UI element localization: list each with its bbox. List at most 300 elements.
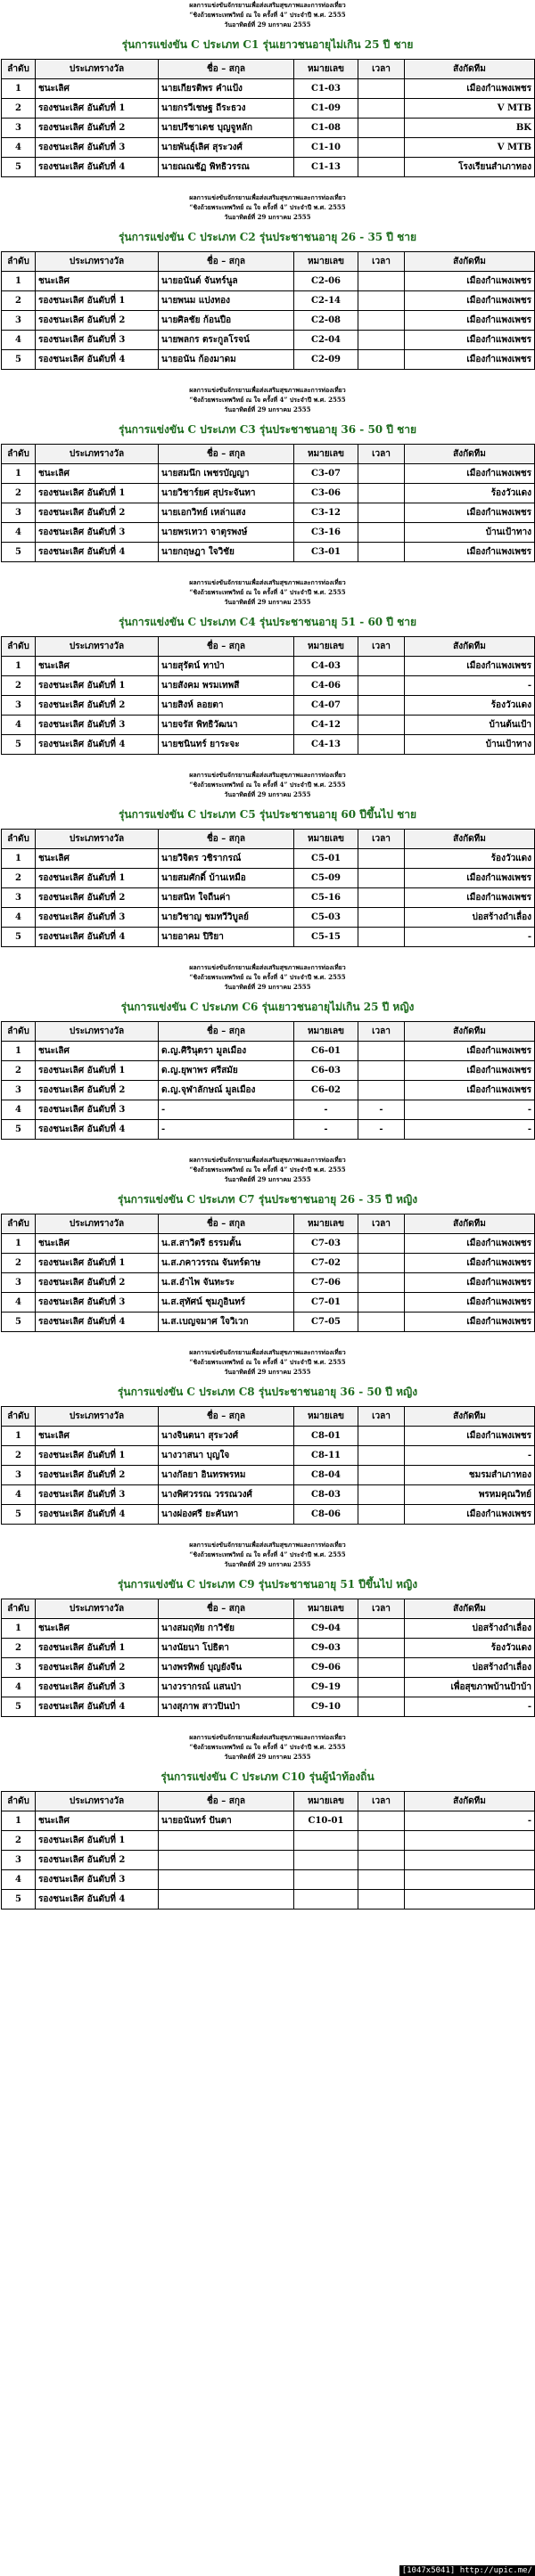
table-cell: รองชนะเลิศ อันดับที่ 4 bbox=[36, 158, 159, 177]
section-header3: วันอาทิตย์ที่ 29 มกราคม 2555 bbox=[224, 20, 311, 29]
table-cell bbox=[358, 657, 405, 676]
table-cell bbox=[358, 484, 405, 503]
table-cell bbox=[358, 1870, 405, 1890]
table-row bbox=[2, 79, 535, 99]
table-cell: รองชนะเลิศ อันดับที่ 2 bbox=[36, 1466, 159, 1485]
column-header: เวลา bbox=[358, 1407, 405, 1427]
column-header: เวลา bbox=[358, 1214, 405, 1234]
table-cell: นายกฤษฎา ใจวิชัย bbox=[159, 543, 294, 562]
table-cell: นางผ่องศรี ยะคันทา bbox=[159, 1505, 294, 1525]
table-cell: C7-02 bbox=[294, 1254, 358, 1273]
result-section bbox=[0, 0, 535, 177]
table-cell: 1 bbox=[2, 1619, 36, 1639]
table-cell bbox=[358, 311, 405, 331]
column-header: ลำดับ bbox=[2, 1792, 36, 1811]
table-cell: รองชนะเลิศ อันดับที่ 2 bbox=[36, 1658, 159, 1678]
column-header: ประเภทรางวัล bbox=[36, 1599, 159, 1619]
table-cell: รองชนะเลิศ อันดับที่ 2 bbox=[36, 696, 159, 716]
table-cell: รองชนะเลิศ อันดับที่ 4 bbox=[36, 928, 159, 947]
table-cell: ชนะเลิศ bbox=[36, 79, 159, 99]
section-header3: วันอาทิตย์ที่ 29 มกราคม 2555 bbox=[224, 1175, 311, 1183]
column-header: เวลา bbox=[358, 1792, 405, 1811]
table-cell: บ่อสร้างถำเลื่อง bbox=[405, 1658, 535, 1678]
table-cell bbox=[159, 1831, 294, 1851]
table-cell: ชนะเลิศ bbox=[36, 1619, 159, 1639]
table-cell: - bbox=[405, 1446, 535, 1466]
table-cell bbox=[405, 1890, 535, 1910]
table-row bbox=[2, 503, 535, 523]
table-row bbox=[2, 484, 535, 503]
column-header: ลำดับ bbox=[2, 1214, 36, 1234]
table-cell: รองชนะเลิศ อันดับที่ 4 bbox=[36, 1890, 159, 1910]
column-header: ลำดับ bbox=[2, 1022, 36, 1042]
table-cell: C9-04 bbox=[294, 1619, 358, 1639]
table-cell: รองชนะเลิศ อันดับที่ 3 bbox=[36, 1678, 159, 1697]
table-cell: 1 bbox=[2, 1427, 36, 1446]
table-cell: รองชนะเลิศ อันดับที่ 3 bbox=[36, 1293, 159, 1313]
table-cell: 5 bbox=[2, 350, 36, 370]
table-cell: BK bbox=[405, 119, 535, 138]
category-title: รุ่นการแข่งขัน C ประเภท C6 รุ่นเยาวชนอายุไม่เกิน 25 ปี หญิง bbox=[120, 1001, 415, 1013]
table-cell: เมืองกำแพงเพชร bbox=[405, 657, 535, 676]
table-cell: เมืองกำแพงเพชร bbox=[405, 272, 535, 291]
table-cell: นายศิลชัย ก้อนปือ bbox=[159, 311, 294, 331]
table-cell: 4 bbox=[2, 1100, 36, 1120]
table-cell: 1 bbox=[2, 849, 36, 869]
table-cell: - bbox=[405, 676, 535, 696]
table-row bbox=[2, 1639, 535, 1658]
column-header: เวลา bbox=[358, 637, 405, 657]
table-cell: C10-01 bbox=[294, 1811, 358, 1831]
table-cell: C2-06 bbox=[294, 272, 358, 291]
table-row bbox=[2, 1313, 535, 1332]
result-section bbox=[0, 1525, 535, 1717]
table-cell: 2 bbox=[2, 1254, 36, 1273]
table-cell: รองชนะเลิศ อันดับที่ 1 bbox=[36, 1254, 159, 1273]
section-header2: “ชิงถ้วยพระเทพวิทย์ ณ ใจ ครั้งที่ 4” ประจำปี พ.ศ. 2555 bbox=[189, 203, 346, 211]
result-section bbox=[0, 755, 535, 947]
table-cell: C3-01 bbox=[294, 543, 358, 562]
table-cell: 2 bbox=[2, 291, 36, 311]
table-row bbox=[2, 928, 535, 947]
table-header-row bbox=[2, 1792, 535, 1811]
table-cell: ชนะเลิศ bbox=[36, 1042, 159, 1061]
table-row bbox=[2, 138, 535, 158]
section-header1: ผลการแข่งขันจักรยานเพื่อส่งเสริมสุขภาพและการท่องเที่ยว bbox=[189, 963, 346, 971]
table-cell: C3-07 bbox=[294, 464, 358, 484]
column-header: ลำดับ bbox=[2, 637, 36, 657]
table-cell: เมืองกำแพงเพชร bbox=[405, 1293, 535, 1313]
table-cell: เมืองกำแพงเพชร bbox=[405, 311, 535, 331]
section-header1: ผลการแข่งขันจักรยานเพื่อส่งเสริมสุขภาพและการท่องเที่ยว bbox=[189, 1348, 346, 1356]
table-cell: C6-01 bbox=[294, 1042, 358, 1061]
results-table bbox=[1, 59, 535, 177]
category-title: รุ่นการแข่งขัน C ประเภท C9 รุ่นประชาชนอายุ 51 ปีขึ้นไป หญิง bbox=[117, 1578, 418, 1591]
table-cell: 4 bbox=[2, 1293, 36, 1313]
table-cell bbox=[358, 928, 405, 947]
table-cell bbox=[159, 1870, 294, 1890]
table-cell: รองชนะเลิศ อันดับที่ 4 bbox=[36, 1697, 159, 1717]
table-cell: ชนะเลิศ bbox=[36, 849, 159, 869]
table-cell: 5 bbox=[2, 1697, 36, 1717]
table-cell: ร้องวัวแดง bbox=[405, 1639, 535, 1658]
table-cell: ชมรมสำเภาทอง bbox=[405, 1466, 535, 1485]
section-header2: “ชิงถ้วยพระเทพวิทย์ ณ ใจ ครั้งที่ 4” ประจำปี พ.ศ. 2555 bbox=[189, 1550, 346, 1558]
table-cell: นายสนิท ใจถืนค่า bbox=[159, 888, 294, 908]
table-cell: นายปรีชาเดช บุญจูหลัก bbox=[159, 119, 294, 138]
table-row bbox=[2, 1851, 535, 1870]
category-title: รุ่นการแข่งขัน C ประเภท C3 รุ่นประชาชนอายุ 36 - 50 ปี ชาย bbox=[118, 423, 417, 436]
category-title: รุ่นการแข่งขัน C ประเภท C10 รุ่นผู้นำท้องถิ่น bbox=[160, 1770, 374, 1783]
table-row bbox=[2, 1485, 535, 1505]
column-header: เวลา bbox=[358, 252, 405, 272]
table-cell bbox=[358, 1658, 405, 1678]
section-header2: “ชิงถ้วยพระเทพวิทย์ ณ ใจ ครั้งที่ 4” ประจำปี พ.ศ. 2555 bbox=[189, 396, 346, 404]
column-header: หมายเลข bbox=[294, 1022, 358, 1042]
section-header1: ผลการแข่งขันจักรยานเพื่อส่งเสริมสุขภาพและการท่องเที่ยว bbox=[189, 771, 346, 779]
table-cell: 1 bbox=[2, 79, 36, 99]
column-header: ลำดับ bbox=[2, 1407, 36, 1427]
column-header: ลำดับ bbox=[2, 445, 36, 464]
section-header3: วันอาทิตย์ที่ 29 มกราคม 2555 bbox=[224, 1368, 311, 1376]
table-cell: C6-03 bbox=[294, 1061, 358, 1081]
table-cell: นางสมฤทัย กาวิชัย bbox=[159, 1619, 294, 1639]
table-cell bbox=[358, 735, 405, 755]
table-cell: 3 bbox=[2, 311, 36, 331]
table-cell bbox=[358, 1678, 405, 1697]
section-header1: ผลการแข่งขันจักรยานเพื่อส่งเสริมสุขภาพและการท่องเที่ยว bbox=[189, 1541, 346, 1549]
table-cell: ร้องวัวแดง bbox=[405, 849, 535, 869]
table-cell bbox=[358, 1831, 405, 1851]
column-header: หมายเลข bbox=[294, 830, 358, 849]
table-header-row bbox=[2, 445, 535, 464]
table-cell bbox=[358, 888, 405, 908]
table-row bbox=[2, 1619, 535, 1639]
column-header: ชื่อ – สกุล bbox=[159, 1022, 294, 1042]
table-row bbox=[2, 331, 535, 350]
table-cell bbox=[358, 138, 405, 158]
table-cell: รองชนะเลิศ อันดับที่ 1 bbox=[36, 676, 159, 696]
column-header: ลำดับ bbox=[2, 60, 36, 79]
column-header: สังกัดทีม bbox=[405, 1214, 535, 1234]
table-cell: 1 bbox=[2, 1234, 36, 1254]
table-cell: รองชนะเลิศ อันดับที่ 3 bbox=[36, 716, 159, 735]
table-cell: นางจินตนา สุระวงศ์ bbox=[159, 1427, 294, 1446]
category-title: รุ่นการแข่งขัน C ประเภท C4 รุ่นประชาชนอายุ 51 - 60 ปี ชาย bbox=[118, 616, 417, 628]
category-title: รุ่นการแข่งขัน C ประเภท C7 รุ่นประชาชนอายุ 26 - 35 ปี หญิง bbox=[117, 1193, 418, 1206]
column-header: เวลา bbox=[358, 830, 405, 849]
table-row bbox=[2, 1697, 535, 1717]
result-section bbox=[0, 1332, 535, 1525]
section-header3: วันอาทิตย์ที่ 29 มกราคม 2555 bbox=[224, 213, 311, 221]
column-header: สังกัดทีม bbox=[405, 445, 535, 464]
column-header: สังกัดทีม bbox=[405, 1792, 535, 1811]
table-cell: C4-06 bbox=[294, 676, 358, 696]
column-header: หมายเลข bbox=[294, 1407, 358, 1427]
table-cell: 2 bbox=[2, 1061, 36, 1081]
table-cell: - bbox=[294, 1100, 358, 1120]
table-cell: โรงเรียนสำเภาทอง bbox=[405, 158, 535, 177]
table-cell: เมืองกำแพงเพชร bbox=[405, 503, 535, 523]
table-row bbox=[2, 888, 535, 908]
table-cell bbox=[358, 79, 405, 99]
table-cell: ชนะเลิศ bbox=[36, 1427, 159, 1446]
table-cell: น.ส.สาวิตรี ธรรมตั้น bbox=[159, 1234, 294, 1254]
table-cell: - bbox=[159, 1120, 294, 1140]
table-cell: รองชนะเลิศ อันดับที่ 1 bbox=[36, 484, 159, 503]
table-cell: - bbox=[159, 1100, 294, 1120]
table-cell: นายอนันทร์ ปันตา bbox=[159, 1811, 294, 1831]
table-cell: นางพิศวรรณ วรรณวงศ์ bbox=[159, 1485, 294, 1505]
table-row bbox=[2, 849, 535, 869]
table-cell bbox=[358, 464, 405, 484]
table-cell: 2 bbox=[2, 1831, 36, 1851]
table-cell: C9-03 bbox=[294, 1639, 358, 1658]
table-cell: 5 bbox=[2, 158, 36, 177]
table-cell: 5 bbox=[2, 543, 36, 562]
table-cell: รองชนะเลิศ อันดับที่ 2 bbox=[36, 1273, 159, 1293]
table-cell: เมืองกำแพงเพชร bbox=[405, 1313, 535, 1332]
table-cell bbox=[358, 291, 405, 311]
table-row bbox=[2, 908, 535, 928]
result-section bbox=[0, 1717, 535, 1910]
table-cell: 3 bbox=[2, 1466, 36, 1485]
column-header: ชื่อ – สกุล bbox=[159, 60, 294, 79]
section-header2: “ชิงถ้วยพระเทพวิทย์ ณ ใจ ครั้งที่ 4” ประจำปี พ.ศ. 2555 bbox=[189, 1743, 346, 1751]
section-header1: ผลการแข่งขันจักรยานเพื่อส่งเสริมสุขภาพและการท่องเที่ยว bbox=[189, 1733, 346, 1741]
table-cell: 3 bbox=[2, 1081, 36, 1100]
table-cell: รองชนะเลิศ อันดับที่ 2 bbox=[36, 119, 159, 138]
results-table bbox=[1, 636, 535, 755]
section-header3: วันอาทิตย์ที่ 29 มกราคม 2555 bbox=[224, 1560, 311, 1568]
table-cell: 4 bbox=[2, 1870, 36, 1890]
table-cell: C5-03 bbox=[294, 908, 358, 928]
table-cell: C4-03 bbox=[294, 657, 358, 676]
table-header-row bbox=[2, 1214, 535, 1234]
table-cell: นายวิชาญ ชมทวีวิบูลย์ bbox=[159, 908, 294, 928]
table-row bbox=[2, 696, 535, 716]
table-cell: บ้านต้นเป้า bbox=[405, 716, 535, 735]
column-header: ประเภทรางวัล bbox=[36, 1214, 159, 1234]
table-cell: ร้องวัวแดง bbox=[405, 696, 535, 716]
table-cell: 5 bbox=[2, 1313, 36, 1332]
section-header2: “ชิงถ้วยพระเทพวิทย์ ณ ใจ ครั้งที่ 4” ประจำปี พ.ศ. 2555 bbox=[189, 1165, 346, 1174]
table-cell: 5 bbox=[2, 1505, 36, 1525]
column-header: หมายเลข bbox=[294, 1792, 358, 1811]
table-cell: นายสุรัตน์ ทาป่า bbox=[159, 657, 294, 676]
table-cell: นายณณชัฏ พิทธิวรรณ bbox=[159, 158, 294, 177]
table-cell bbox=[405, 1831, 535, 1851]
table-cell: นางกัลยา อินทรพรหม bbox=[159, 1466, 294, 1485]
table-row bbox=[2, 158, 535, 177]
table-cell: รองชนะเลิศ อันดับที่ 2 bbox=[36, 1851, 159, 1870]
table-cell bbox=[294, 1870, 358, 1890]
table-cell: C1-10 bbox=[294, 138, 358, 158]
column-header: ประเภทรางวัล bbox=[36, 1022, 159, 1042]
table-cell: ชนะเลิศ bbox=[36, 464, 159, 484]
result-section bbox=[0, 370, 535, 562]
table-row bbox=[2, 1254, 535, 1273]
table-cell: น.ส.อำไพ จันทะระ bbox=[159, 1273, 294, 1293]
table-row bbox=[2, 1811, 535, 1831]
table-cell: เมืองกำแพงเพชร bbox=[405, 1505, 535, 1525]
table-cell: 5 bbox=[2, 1120, 36, 1140]
section-header3: วันอาทิตย์ที่ 29 มกราคม 2555 bbox=[224, 598, 311, 606]
section-header1: ผลการแข่งขันจักรยานเพื่อส่งเสริมสุขภาพและการท่องเที่ยว bbox=[189, 1156, 346, 1164]
table-cell: เมืองกำแพงเพชร bbox=[405, 543, 535, 562]
table-row bbox=[2, 1273, 535, 1293]
section-header2: “ชิงถ้วยพระเทพวิทย์ ณ ใจ ครั้งที่ 4” ประจำปี พ.ศ. 2555 bbox=[189, 781, 346, 789]
table-cell: นางนัยนา โปธิตา bbox=[159, 1639, 294, 1658]
table-cell: C2-08 bbox=[294, 311, 358, 331]
table-cell bbox=[358, 523, 405, 543]
table-cell: 4 bbox=[2, 138, 36, 158]
column-header: ชื่อ – สกุล bbox=[159, 637, 294, 657]
column-header: ลำดับ bbox=[2, 830, 36, 849]
table-row bbox=[2, 869, 535, 888]
table-cell bbox=[294, 1890, 358, 1910]
table-header-row bbox=[2, 252, 535, 272]
table-cell: 2 bbox=[2, 869, 36, 888]
results-table bbox=[1, 1599, 535, 1717]
section-header1: ผลการแข่งขันจักรยานเพื่อส่งเสริมสุขภาพและการท่องเที่ยว bbox=[189, 193, 346, 201]
results-table bbox=[1, 444, 535, 562]
table-cell: C9-10 bbox=[294, 1697, 358, 1717]
table-row bbox=[2, 1678, 535, 1697]
table-cell: นายสมศักดิ์ บ้านเหมือ bbox=[159, 869, 294, 888]
table-cell: นายจรัส พิทธิวัฒนา bbox=[159, 716, 294, 735]
table-cell bbox=[358, 1697, 405, 1717]
table-cell: เมืองกำแพงเพชร bbox=[405, 291, 535, 311]
column-header: ประเภทรางวัล bbox=[36, 637, 159, 657]
table-row bbox=[2, 1831, 535, 1851]
table-cell: รองชนะเลิศ อันดับที่ 1 bbox=[36, 99, 159, 119]
table-cell: C2-09 bbox=[294, 350, 358, 370]
table-cell: C6-02 bbox=[294, 1081, 358, 1100]
table-cell: รองชนะเลิศ อันดับที่ 3 bbox=[36, 1485, 159, 1505]
table-cell: 2 bbox=[2, 676, 36, 696]
table-cell: รองชนะเลิศ อันดับที่ 4 bbox=[36, 1313, 159, 1332]
table-cell bbox=[405, 1851, 535, 1870]
table-cell: รองชนะเลิศ อันดับที่ 1 bbox=[36, 1639, 159, 1658]
table-cell: 5 bbox=[2, 928, 36, 947]
table-cell: รองชนะเลิศ อันดับที่ 3 bbox=[36, 1100, 159, 1120]
table-header-row bbox=[2, 830, 535, 849]
table-header-row bbox=[2, 1599, 535, 1619]
table-cell: 3 bbox=[2, 1658, 36, 1678]
table-row bbox=[2, 1446, 535, 1466]
table-row bbox=[2, 1505, 535, 1525]
table-cell: 3 bbox=[2, 503, 36, 523]
table-cell: C8-06 bbox=[294, 1505, 358, 1525]
table-cell: - bbox=[294, 1120, 358, 1140]
table-cell bbox=[358, 1619, 405, 1639]
table-cell: 4 bbox=[2, 523, 36, 543]
table-row bbox=[2, 1061, 535, 1081]
table-cell: - bbox=[405, 1120, 535, 1140]
table-cell: เมืองกำแพงเพชร bbox=[405, 1234, 535, 1254]
table-row bbox=[2, 1466, 535, 1485]
table-cell: บ่อสร้างถำเลื่อง bbox=[405, 908, 535, 928]
table-cell: รองชนะเลิศ อันดับที่ 4 bbox=[36, 350, 159, 370]
table-cell bbox=[358, 1505, 405, 1525]
table-cell: เมืองกำแพงเพชร bbox=[405, 1042, 535, 1061]
table-cell bbox=[358, 350, 405, 370]
table-cell bbox=[358, 1254, 405, 1273]
results-table bbox=[1, 1406, 535, 1525]
table-cell: เพื่อสุขภาพบ้านป้าบ้า bbox=[405, 1678, 535, 1697]
column-header: ประเภทรางวัล bbox=[36, 1792, 159, 1811]
table-cell: - bbox=[358, 1100, 405, 1120]
table-cell: C9-06 bbox=[294, 1658, 358, 1678]
column-header: สังกัดทีม bbox=[405, 830, 535, 849]
table-cell: - bbox=[405, 1811, 535, 1831]
table-row bbox=[2, 543, 535, 562]
table-cell: C8-11 bbox=[294, 1446, 358, 1466]
table-cell bbox=[358, 1446, 405, 1466]
table-cell: นายอนันต์ จันทร์นูล bbox=[159, 272, 294, 291]
table-cell: C1-03 bbox=[294, 79, 358, 99]
table-row bbox=[2, 1120, 535, 1140]
table-cell: เมืองกำแพงเพชร bbox=[405, 79, 535, 99]
table-cell bbox=[358, 1061, 405, 1081]
table-row bbox=[2, 1870, 535, 1890]
table-cell: นายสังคม พรมเทพสี bbox=[159, 676, 294, 696]
column-header: เวลา bbox=[358, 60, 405, 79]
results-table bbox=[1, 251, 535, 370]
table-cell: C8-01 bbox=[294, 1427, 358, 1446]
column-header: หมายเลข bbox=[294, 445, 358, 464]
table-cell: C1-13 bbox=[294, 158, 358, 177]
table-cell: นายอนัน ก้องมาดม bbox=[159, 350, 294, 370]
table-cell bbox=[358, 1313, 405, 1332]
column-header: ประเภทรางวัล bbox=[36, 1407, 159, 1427]
table-cell: น.ส.เบญจมาศ ใจวิเวก bbox=[159, 1313, 294, 1332]
column-header: หมายเลข bbox=[294, 252, 358, 272]
table-cell bbox=[358, 1427, 405, 1446]
results-table bbox=[1, 1214, 535, 1332]
table-cell: ชนะเลิศ bbox=[36, 1811, 159, 1831]
table-cell: C7-05 bbox=[294, 1313, 358, 1332]
table-cell: 4 bbox=[2, 1485, 36, 1505]
column-header: สังกัดทีม bbox=[405, 637, 535, 657]
table-cell: C9-19 bbox=[294, 1678, 358, 1697]
table-cell: รองชนะเลิศ อันดับที่ 4 bbox=[36, 543, 159, 562]
column-header: ชื่อ – สกุล bbox=[159, 1407, 294, 1427]
section-header3: วันอาทิตย์ที่ 29 มกราคม 2555 bbox=[224, 405, 311, 413]
table-cell: 5 bbox=[2, 1890, 36, 1910]
table-cell bbox=[358, 272, 405, 291]
results-table bbox=[1, 829, 535, 947]
table-cell: นายเกียรติพร คำแป้ง bbox=[159, 79, 294, 99]
table-cell: C8-04 bbox=[294, 1466, 358, 1485]
table-cell: 1 bbox=[2, 1811, 36, 1831]
table-cell: นายพันธุ์เลิศ สุระวงศ์ bbox=[159, 138, 294, 158]
table-cell: C1-09 bbox=[294, 99, 358, 119]
table-cell: 2 bbox=[2, 99, 36, 119]
table-cell: นายพนม แปงทอง bbox=[159, 291, 294, 311]
table-cell: C1-08 bbox=[294, 119, 358, 138]
table-cell: นายเอกวิทย์ เหล่าแสง bbox=[159, 503, 294, 523]
table-cell: รองชนะเลิศ อันดับที่ 1 bbox=[36, 1061, 159, 1081]
table-cell bbox=[294, 1831, 358, 1851]
table-cell: 2 bbox=[2, 1639, 36, 1658]
column-header: สังกัดทีม bbox=[405, 1599, 535, 1619]
table-cell: 3 bbox=[2, 119, 36, 138]
table-row bbox=[2, 657, 535, 676]
table-cell bbox=[294, 1851, 358, 1870]
table-cell: - bbox=[405, 928, 535, 947]
